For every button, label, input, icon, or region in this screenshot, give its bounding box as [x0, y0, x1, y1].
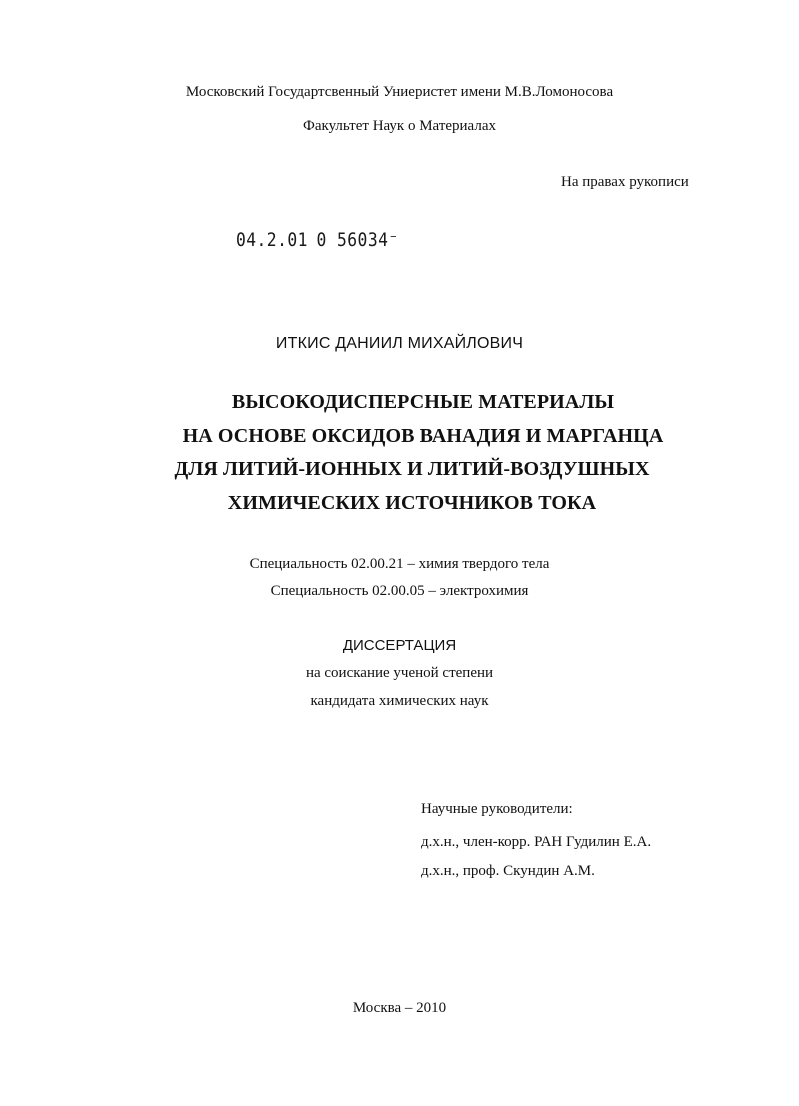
title-line-2: НА ОСНОВЕ ОКСИДОВ ВАНАДИЯ И МАРГАНЦА [182, 425, 664, 447]
degree-line-1: на соискание ученой степени [305, 665, 494, 681]
supervisor-2: д.х.н., проф. Скундин А.М. [421, 863, 595, 879]
author-name: ИТКИС ДАНИИЛ МИХАЙЛОВИЧ [275, 335, 524, 352]
title-line-3: ДЛЯ ЛИТИЙ-ИОННЫХ И ЛИТИЙ-ВОЗДУШНЫХ [174, 458, 650, 480]
faculty-name: Факультет Наук о Материалах [303, 118, 496, 134]
degree-line-2: кандидата химических наук [310, 693, 489, 709]
specialty-1: Специальность 02.00.21 – химия твердого тела [249, 556, 550, 572]
title-line-4: ХИМИЧЕСКИХ ИСТОЧНИКОВ ТОКА [227, 492, 597, 514]
dissertation-label: ДИССЕРТАЦИЯ [342, 637, 457, 654]
stamp-part-2: 0 56034 [316, 229, 389, 251]
supervisors-heading: Научные руководители: [421, 801, 573, 817]
specialty-2: Специальность 02.00.05 – электрохимия [270, 583, 529, 599]
stamp-mark: ⁻ [388, 229, 399, 251]
manuscript-rights-note: На правах рукописи [561, 174, 689, 190]
university-name: Московский Государтсвенный Униеристет имени М.В.Ломоносова [185, 84, 614, 100]
registration-stamp [236, 229, 399, 251]
stamp-part-1: 04.2.01 [236, 229, 308, 251]
title-line-1: ВЫСОКОДИСПЕРСНЫЕ МАТЕРИАЛЫ [231, 391, 615, 413]
supervisor-1: д.х.н., член-корр. РАН Гудилин Е.А. [421, 834, 652, 850]
city-year: Москва – 2010 [352, 1000, 447, 1016]
